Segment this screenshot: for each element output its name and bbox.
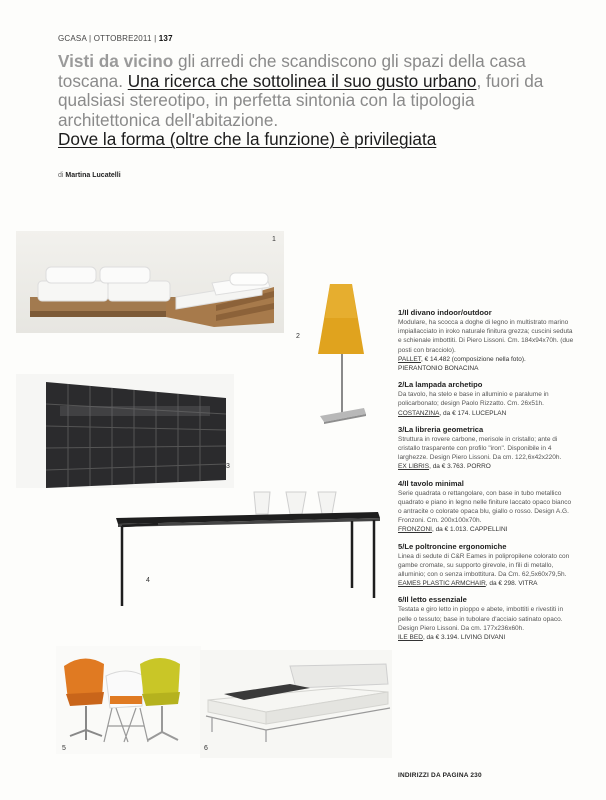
- photo-number-1: 1: [272, 236, 276, 243]
- caption-4: [398, 479, 576, 535]
- caption-maker: LUCEPLAN: [471, 409, 507, 417]
- caption-2: [398, 380, 576, 418]
- headline-part1: gli arredi che scandiscono gli spazi della casa toscana.: [58, 51, 526, 91]
- caption-title: 5/Le poltroncine ergonomiche: [398, 541, 507, 551]
- caption-product: EX LIBRIS: [398, 463, 430, 471]
- caption-tail: [398, 525, 576, 534]
- photo-number-4: 4: [146, 577, 150, 584]
- headline-part2: , fuori da qualsiasi stereotipo, in perfetta sintonia con la tipologia architettonica dell'abitazione.: [58, 70, 544, 130]
- magazine-name: GCASA: [58, 34, 87, 43]
- caption-title: 4/Il tavolo minimal: [398, 478, 464, 488]
- caption-3: [398, 425, 576, 472]
- caption-tail: [398, 633, 576, 642]
- bookcase-photo: [46, 376, 226, 488]
- caption-body: Da tavolo, ha stelo e base in alluminio e paralume in policarbonato; design Paolo Rizzatto. Cm. 26x51h.: [398, 391, 549, 408]
- caption-5: [398, 542, 576, 589]
- caption-6: [398, 595, 576, 642]
- caption-maker: VITRA: [518, 580, 538, 588]
- caption-title: 1/Il divano indoor/outdoor: [398, 308, 492, 317]
- caption-price: , da € 298.: [485, 580, 517, 588]
- caption-maker: PIERANTONIO BONACINA: [398, 365, 479, 373]
- caption-body: Struttura in rovere carbone, merisole in cristallo; ante di cristallo trasparente con profilo "iron". Disponibile in 4 larghezze. Design Piero Lissoni. Da cm. 122,6x42x220h.: [398, 435, 562, 462]
- page-number: 137: [158, 34, 173, 43]
- caption-maker: CAPPELLINI: [469, 526, 508, 534]
- issue-date: OTTOBRE2011: [93, 34, 152, 43]
- table-photo: [112, 488, 382, 612]
- byline-author: Martina Lucatelli: [65, 172, 121, 179]
- caption-price: , da € 174.: [439, 409, 471, 417]
- photo-number-2: 2: [296, 333, 300, 340]
- headline-lead: Visti da vicino: [58, 51, 174, 71]
- caption-1: [398, 308, 576, 373]
- chairs-photo: [56, 646, 201, 754]
- captions-column: [398, 308, 576, 649]
- caption-tail: [398, 579, 576, 588]
- caption-maker: PORRO: [467, 463, 491, 471]
- addresses-reference: INDIRIZZI DA PAGINA 230: [398, 772, 482, 779]
- headline: [58, 52, 558, 150]
- caption-body: Linea di sedute di C&R Eames in polipropilene colorato con gambe cromate, su supporto girevole, in fili di metallo, alluminio; con o senza imbottitura. Da Cm. 62,5x60x79,5h.: [398, 552, 570, 579]
- caption-title: 6/Il letto essenziale: [398, 595, 467, 605]
- running-head: GCASA | OTTOBRE2011 | 137: [58, 34, 173, 43]
- caption-tail: [398, 409, 576, 418]
- caption-body: Serie quadrata o rettangolare, con base in tubo metallico quadrato e piano in legno nelle finiture laccato opaco bianco o antracite o colorate opaca blu, giallo o rosso. Design A.G. Fronzoni. Cm. 200x100x70h.: [398, 489, 572, 525]
- caption-product: EAMES PLASTIC ARMCHAIR: [398, 580, 486, 588]
- caption-title: 2/La lampada archetipo: [398, 380, 483, 390]
- caption-product: PALLET: [398, 355, 422, 363]
- caption-body: Modulare, ha scocca a doghe di legno in multistrato marino impiallacciato in iroko naturale finitura grezza; cuscini seduta e schienale imbottiti. Di Piero Lissoni. Cm. 184x94x70h. (due posti con bracciolo).: [398, 319, 574, 354]
- caption-price: , da € 1.013.: [431, 526, 469, 534]
- photo-number-6: 6: [204, 745, 208, 752]
- photo-number-5: 5: [62, 745, 66, 752]
- caption-tail: [398, 355, 576, 373]
- caption-price: , € 14.482 (composizione nella foto).: [421, 355, 526, 363]
- caption-tail: [398, 462, 576, 471]
- caption-product: FRONZONI: [398, 526, 432, 534]
- caption-product: ILE BED: [398, 634, 423, 642]
- byline-prefix: di: [58, 172, 64, 179]
- caption-body: Testata e giro letto in pioppo e abete, imbottiti e rivestiti in pelle o tessuto; base in tubolare d'acciaio satinato opaco. Design Piero Lissoni. Da cm. 177x236x60h.: [398, 606, 564, 632]
- caption-price: , da € 3.194.: [422, 634, 460, 642]
- headline-tail: Dove la forma (oltre che la funzione) è privilegiata: [58, 129, 437, 150]
- sofa-photo: [16, 231, 284, 333]
- caption-product: COSTANZINA: [398, 409, 440, 417]
- caption-price: , da € 3.763.: [429, 463, 466, 471]
- caption-maker: LIVING DIVANI: [460, 634, 506, 642]
- caption-title: 3/La libreria geometrica: [398, 424, 484, 434]
- photo-number-3: 3: [226, 463, 230, 470]
- headline-highlight: Una ricerca che sottolinea il suo gusto urbano: [127, 70, 477, 91]
- bed-photo: [200, 650, 392, 758]
- lamp-photo: [302, 278, 382, 424]
- byline: [58, 172, 121, 179]
